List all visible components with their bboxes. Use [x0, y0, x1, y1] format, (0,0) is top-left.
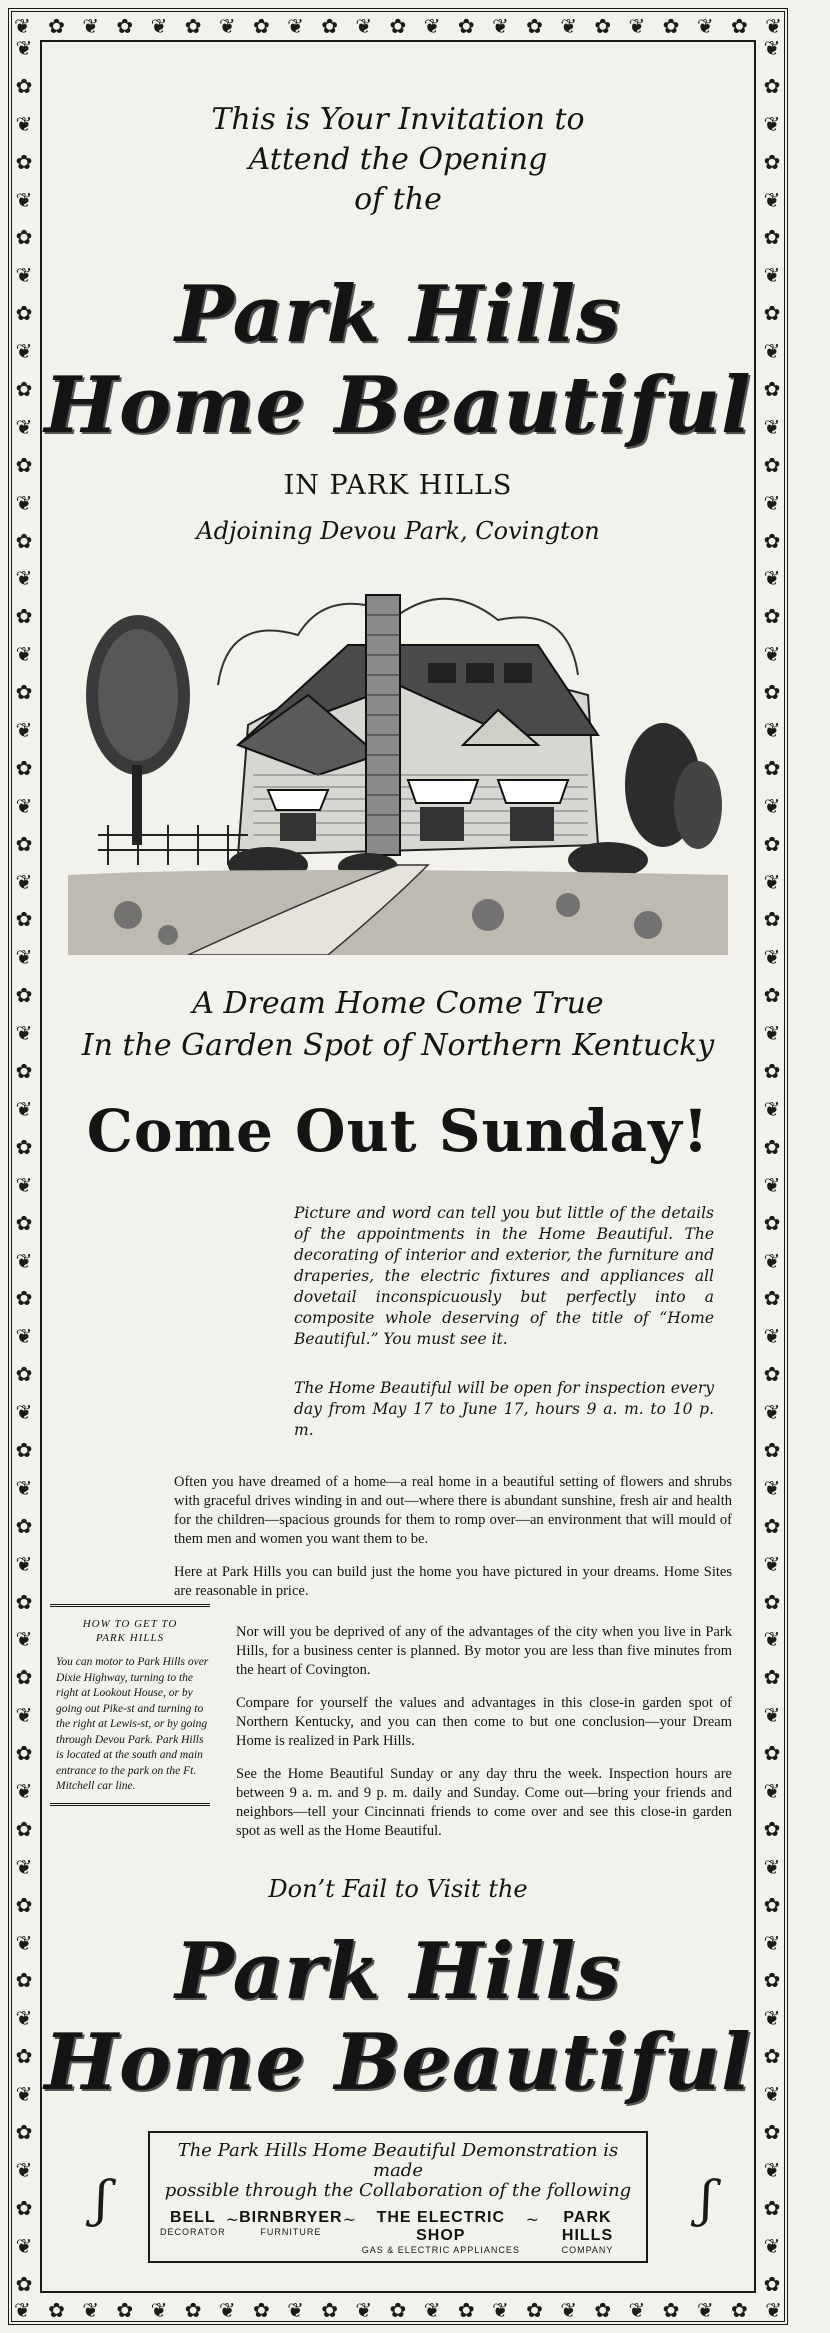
scroll-ornament-icon: ✿ — [763, 149, 781, 174]
scroll-ornament-icon: ✿ — [321, 14, 339, 38]
scroll-ornament-icon: ✿ — [15, 2271, 33, 2296]
scroll-ornament-icon: ❦ — [82, 2298, 100, 2322]
scroll-ornament-icon: ❦ — [491, 14, 509, 38]
sponsor-separator: ~ — [525, 2210, 539, 2229]
scroll-ornament-icon: ❦ — [355, 2298, 373, 2322]
sponsor-subtitle: FURNITURE — [260, 2227, 322, 2237]
scroll-ornament-icon: ✿ — [763, 1892, 781, 1917]
location-heading: IN PARK HILLS — [283, 470, 513, 501]
scroll-ornament-icon: ✿ — [15, 2195, 33, 2220]
sponsor-name: BIRNBRYER — [239, 2209, 343, 2226]
scroll-ornament-icon: ✿ — [594, 14, 612, 38]
body-paragraph: See the Home Beautiful Sunday or any day thru the week. Inspection hours are between 9 a. m. and 9 p. m. daily and Sunday. Come out—bring your friends and neighbors—tell your Cincinnati friends to come over and see this close-in garden spot as well as the Home Beautiful. — [236, 1766, 732, 1839]
bottom-ornament-row — [14, 2298, 782, 2322]
scroll-ornament-icon: ✿ — [15, 1134, 33, 1159]
scroll-ornament-icon: ❦ — [763, 1627, 781, 1652]
invitation-heading — [44, 100, 752, 220]
body-paragraph: Nor will you be deprived of any of the advantages of the city when you live in Park Hills, for a business center is planned. By motor you are less than five minutes from the heart of Covington. — [236, 1624, 732, 1678]
scroll-ornament-icon: ❦ — [150, 14, 168, 38]
adjoining-subheading: Adjoining Devou Park, Covington — [196, 517, 600, 545]
sponsor-subtitle: COMPANY — [561, 2245, 614, 2255]
scroll-ornament-icon: ❦ — [763, 414, 781, 439]
scroll-ornament-icon: ✿ — [15, 1892, 33, 1917]
scroll-ornament-icon: ❦ — [15, 793, 33, 818]
scroll-ornament-icon: ✿ — [763, 1286, 781, 1311]
scroll-ornament-icon: ✿ — [763, 2119, 781, 2144]
scroll-ornament-icon: ✿ — [763, 225, 781, 250]
scroll-ornament-icon: ❦ — [15, 1930, 33, 1955]
scroll-ornament-icon: ✿ — [763, 1437, 781, 1462]
ad-content — [44, 44, 752, 2263]
scroll-ornament-icon: ❦ — [763, 339, 781, 364]
closing-title-line2: Home Beautiful — [44, 2017, 752, 2108]
scroll-ornament-icon: ❦ — [491, 2298, 509, 2322]
scroll-ornament-icon: ❦ — [628, 2298, 646, 2322]
scroll-ornament-icon: ❦ — [14, 2298, 31, 2322]
scroll-ornament-icon: ❦ — [763, 1778, 781, 1803]
scroll-ornament-icon: ❦ — [763, 111, 781, 136]
scroll-ornament-icon: ❦ — [763, 187, 781, 212]
scroll-ornament-icon: ❦ — [763, 566, 781, 591]
scroll-ornament-icon: ✿ — [730, 14, 748, 38]
scroll-ornament-icon: ❦ — [82, 14, 100, 38]
body-paragraph: Compare for yourself the values and advantages in this close-in garden spot of Northern Kentucky, and you can then come to but one conclusion—your Dream Home is realized in Park Hills. — [236, 1695, 732, 1749]
invitation-line: Attend the Opening — [248, 142, 548, 177]
scroll-ornament-icon: ✿ — [526, 14, 543, 38]
directions-heading: PARK HILLS — [95, 1632, 165, 1644]
tagline-line: In the Garden Spot of Northern Kentucky — [81, 1028, 715, 1063]
sponsor-separator: ~ — [342, 2210, 357, 2229]
scroll-ornament-icon: ✿ — [116, 2298, 134, 2322]
scroll-ornament-icon: ❦ — [15, 490, 33, 515]
scroll-ornament-icon: ❦ — [763, 1551, 781, 1576]
scroll-ornament-icon: ❦ — [15, 945, 33, 970]
scroll-ornament-icon: ✿ — [252, 2298, 270, 2322]
sponsor-item — [239, 2209, 343, 2255]
scroll-ornament-icon: ✿ — [15, 604, 33, 629]
flourish-left-icon: ʃ — [95, 2170, 109, 2228]
sponsor-item — [356, 2209, 526, 2255]
tagline-line: A Dream Home Come True — [192, 986, 604, 1021]
scroll-ornament-icon: ❦ — [287, 14, 304, 38]
scroll-ornament-icon: ❦ — [218, 2298, 236, 2322]
sponsor-name: BELL — [169, 2209, 216, 2226]
scroll-ornament-icon: ✿ — [15, 755, 33, 780]
scroll-ornament-icon: ✿ — [763, 1513, 781, 1538]
sponsor-item — [539, 2209, 636, 2255]
scroll-ornament-icon: ✿ — [763, 73, 781, 98]
scroll-ornament-icon: ✿ — [252, 14, 270, 38]
scroll-ornament-icon: ❦ — [15, 1703, 33, 1728]
scroll-ornament-icon: ✿ — [763, 1665, 781, 1690]
scroll-ornament-icon: ❦ — [15, 414, 33, 439]
scroll-ornament-icon: ✿ — [662, 2298, 680, 2322]
scroll-ornament-icon: ❦ — [765, 14, 782, 38]
scroll-ornament-icon: ❦ — [696, 14, 714, 38]
scroll-ornament-icon: ❦ — [218, 14, 236, 38]
scroll-ornament-icon: ✿ — [48, 14, 65, 38]
main-title-line1: Park Hills — [175, 269, 621, 360]
scroll-ornament-icon: ✿ — [15, 680, 33, 705]
scroll-ornament-icon: ❦ — [15, 1778, 33, 1803]
scroll-ornament-icon: ✿ — [763, 755, 781, 780]
sponsor-separator: ~ — [225, 2210, 240, 2229]
scroll-ornament-icon: ✿ — [15, 907, 33, 932]
scroll-ornament-icon: ❦ — [423, 2298, 441, 2322]
directions-heading: HOW TO GET TO — [82, 1618, 178, 1630]
scroll-ornament-icon: ✿ — [457, 14, 475, 38]
fence — [98, 825, 248, 865]
invitation-line: This is Your Invitation to — [211, 102, 585, 137]
scroll-ornament-icon: ✿ — [184, 14, 202, 38]
sponsor-subtitle: GAS & ELECTRIC APPLIANCES — [361, 2245, 520, 2255]
scroll-ornament-icon: ✿ — [457, 2298, 475, 2322]
flourish-right-icon: ʃ — [700, 2170, 714, 2228]
scroll-ornament-icon: ✿ — [763, 907, 781, 932]
scroll-ornament-icon: ❦ — [696, 2298, 714, 2322]
scroll-ornament-icon: ✿ — [763, 528, 781, 553]
sponsor-lead-line: The Park Hills Home Beautiful Demonstration is made — [177, 2140, 619, 2181]
scroll-ornament-icon: ❦ — [15, 1248, 33, 1273]
scroll-ornament-icon: ✿ — [321, 2298, 339, 2322]
scroll-ornament-icon: ❦ — [15, 187, 33, 212]
scroll-ornament-icon: ❦ — [763, 1703, 781, 1728]
scroll-ornament-icon: ✿ — [763, 2044, 781, 2069]
scroll-ornament-icon: ❦ — [15, 36, 33, 60]
scroll-ornament-icon: ✿ — [15, 2119, 33, 2144]
scroll-ornament-icon: ✿ — [389, 2298, 407, 2322]
scroll-ornament-icon: ❦ — [763, 263, 781, 288]
body-paragraph: Often you have dreamed of a home—a real home in a beautiful setting of flowers and shrubs with graceful drives winding in and out—where there is abundant sunshine, fresh air and health for the children—spacious grounds for them to romp over—an environment that will mould of them men and women you want them to be. — [174, 1474, 732, 1547]
scroll-ornament-icon: ❦ — [15, 718, 33, 743]
scroll-ornament-icon: ✿ — [15, 1968, 33, 1993]
scroll-ornament-icon: ✿ — [763, 1589, 781, 1614]
scroll-ornament-icon: ❦ — [763, 1400, 781, 1425]
scroll-ornament-icon: ✿ — [15, 1286, 33, 1311]
scroll-ornament-icon: ❦ — [763, 869, 781, 894]
directions-box — [50, 1604, 210, 1806]
scroll-ornament-icon: ❦ — [763, 1854, 781, 1879]
scroll-ornament-icon: ❦ — [763, 1930, 781, 1955]
scroll-ornament-icon: ✿ — [730, 2298, 748, 2322]
scroll-ornament-icon: ✿ — [15, 301, 33, 326]
sponsor-box — [148, 2131, 648, 2263]
top-ornament-row — [14, 14, 782, 38]
scroll-ornament-icon: ✿ — [763, 452, 781, 477]
scroll-ornament-icon: ✿ — [763, 604, 781, 629]
intro-paragraph: Picture and word can tell you but little of the details of the appointments in the Home Beautiful. The decorating of interior and exterior, the furniture and draperies, the electric fixtures and appliances all dovetail inconspicuously but perfectly into a composite whole deserving of the title of “Home Beautiful.” You must see it. — [294, 1204, 714, 1348]
scroll-ornament-icon: ❦ — [15, 2006, 33, 2031]
scroll-ornament-icon: ❦ — [763, 1248, 781, 1273]
scroll-ornament-icon: ✿ — [15, 983, 33, 1008]
scroll-ornament-icon: ❦ — [763, 1096, 781, 1121]
scroll-ornament-icon: ❦ — [763, 945, 781, 970]
right-ornament-column — [760, 36, 784, 2296]
scroll-ornament-icon: ✿ — [15, 2044, 33, 2069]
scroll-ornament-icon: ✿ — [763, 1362, 781, 1387]
sponsor-list — [160, 2209, 636, 2255]
closing-title-line1: Park Hills — [175, 1926, 621, 2017]
scroll-ornament-icon: ❦ — [15, 263, 33, 288]
scroll-ornament-icon: ✿ — [48, 2298, 65, 2322]
house-illustration — [68, 575, 728, 955]
scroll-ornament-icon: ❦ — [763, 642, 781, 667]
scroll-ornament-icon: ✿ — [15, 1513, 33, 1538]
scroll-ornament-icon: ✿ — [763, 1134, 781, 1159]
scroll-ornament-icon: ❦ — [15, 1854, 33, 1879]
scroll-ornament-icon: ❦ — [763, 2082, 781, 2107]
scroll-ornament-icon: ❦ — [150, 2298, 168, 2322]
dont-fail-heading: Don’t Fail to Visit the — [268, 1875, 528, 1903]
scroll-ornament-icon: ✿ — [15, 225, 33, 250]
scroll-ornament-icon: ✿ — [15, 377, 33, 402]
scroll-ornament-icon: ✿ — [184, 2298, 202, 2322]
scroll-ornament-icon: ❦ — [763, 490, 781, 515]
scroll-ornament-icon: ❦ — [15, 869, 33, 894]
sponsor-item — [160, 2209, 226, 2255]
scroll-ornament-icon: ❦ — [15, 339, 33, 364]
scroll-ornament-icon: ❦ — [14, 14, 31, 38]
scroll-ornament-icon: ✿ — [763, 377, 781, 402]
scroll-ornament-icon: ❦ — [15, 111, 33, 136]
sponsor-name: PARK HILLS — [561, 2209, 614, 2244]
scroll-ornament-icon: ❦ — [15, 1475, 33, 1500]
tree-right — [625, 723, 722, 849]
scroll-ornament-icon: ✿ — [15, 73, 33, 98]
scroll-ornament-icon: ❦ — [15, 2233, 33, 2258]
scroll-ornament-icon: ❦ — [763, 2233, 781, 2258]
scroll-ornament-icon: ❦ — [763, 793, 781, 818]
scroll-ornament-icon: ✿ — [763, 831, 781, 856]
scroll-ornament-icon: ❦ — [763, 2157, 781, 2182]
intro-paragraph: The Home Beautiful will be open for inspection every day from May 17 to June 17, hours 9 a. m. to 10 p. m. — [294, 1379, 714, 1439]
scroll-ornament-icon: ✿ — [763, 1741, 781, 1766]
scroll-ornament-icon: ✿ — [389, 14, 407, 38]
scroll-ornament-icon: ✿ — [594, 2298, 612, 2322]
scroll-ornament-icon: ✿ — [15, 149, 33, 174]
headline: Come Out Sunday! — [86, 1097, 710, 1165]
scroll-ornament-icon: ✿ — [15, 1741, 33, 1766]
scroll-ornament-icon: ✿ — [15, 1059, 33, 1084]
main-title-line2: Home Beautiful — [44, 360, 752, 451]
tagline — [44, 983, 752, 1067]
scroll-ornament-icon: ❦ — [763, 1324, 781, 1349]
scroll-ornament-icon: ✿ — [763, 1968, 781, 1993]
scroll-ornament-icon: ✿ — [15, 528, 33, 553]
scroll-ornament-icon: ❦ — [763, 2006, 781, 2031]
scroll-ornament-icon: ✿ — [763, 2195, 781, 2220]
scroll-ornament-icon: ❦ — [15, 1324, 33, 1349]
sponsor-lead-line: possible through the Collaboration of the following — [164, 2180, 632, 2201]
invitation-line: of the — [354, 182, 442, 217]
scroll-ornament-icon: ❦ — [763, 36, 781, 60]
sponsor-name: THE ELECTRIC SHOP — [376, 2209, 506, 2244]
scroll-ornament-icon: ❦ — [763, 1475, 781, 1500]
scroll-ornament-icon: ✿ — [15, 1665, 33, 1690]
scroll-ornament-icon: ❦ — [355, 14, 373, 38]
scroll-ornament-icon: ❦ — [15, 2082, 33, 2107]
body-paragraph: Here at Park Hills you can build just the home you have pictured in your dreams. Home Sites are reasonable in price. — [174, 1564, 732, 1599]
sponsor-subtitle: DECORATOR — [160, 2227, 226, 2237]
scroll-ornament-icon: ✿ — [662, 14, 680, 38]
directions-text: You can motor to Park Hills over Dixie Highway, turning to the right at Lookout House, or by going out Pike-st and turning to the right at Lewis-st, or by going through Devou Park. Park Hills is located at the south and main entrance to the park on the Ft. Mitchell car line. — [56, 1656, 209, 1792]
scroll-ornament-icon: ✿ — [15, 1437, 33, 1462]
scroll-ornament-icon: ✿ — [763, 1059, 781, 1084]
scroll-ornament-icon: ❦ — [15, 1627, 33, 1652]
scroll-ornament-icon: ❦ — [765, 2298, 782, 2322]
scroll-ornament-icon: ❦ — [15, 566, 33, 591]
scroll-ornament-icon: ❦ — [423, 14, 441, 38]
scroll-ornament-icon: ✿ — [763, 301, 781, 326]
tree-left — [86, 615, 190, 845]
scroll-ornament-icon: ❦ — [15, 1400, 33, 1425]
scroll-ornament-icon: ✿ — [763, 1816, 781, 1841]
left-ornament-column — [12, 36, 36, 2296]
scroll-ornament-icon: ✿ — [15, 1589, 33, 1614]
scroll-ornament-icon: ✿ — [15, 1210, 33, 1235]
scroll-ornament-icon: ✿ — [15, 452, 33, 477]
scroll-ornament-icon: ✿ — [15, 1816, 33, 1841]
scroll-ornament-icon: ❦ — [15, 1551, 33, 1576]
scroll-ornament-icon: ❦ — [763, 1172, 781, 1197]
scroll-ornament-icon: ❦ — [15, 1096, 33, 1121]
scroll-ornament-icon: ✿ — [15, 831, 33, 856]
scroll-ornament-icon: ❦ — [628, 14, 646, 38]
scroll-ornament-icon: ❦ — [560, 14, 578, 38]
scroll-ornament-icon: ✿ — [763, 983, 781, 1008]
scroll-ornament-icon: ❦ — [287, 2298, 304, 2322]
scroll-ornament-icon: ✿ — [15, 1362, 33, 1387]
scroll-ornament-icon: ✿ — [526, 2298, 543, 2322]
scroll-ornament-icon: ✿ — [763, 2271, 781, 2296]
scroll-ornament-icon: ✿ — [116, 14, 134, 38]
scroll-ornament-icon: ❦ — [15, 1021, 33, 1046]
scroll-ornament-icon: ✿ — [763, 680, 781, 705]
house-illustration — [68, 575, 728, 955]
scroll-ornament-icon: ❦ — [15, 642, 33, 667]
scroll-ornament-icon: ❦ — [560, 2298, 578, 2322]
scroll-ornament-icon: ❦ — [763, 1021, 781, 1046]
scroll-ornament-icon: ❦ — [15, 2157, 33, 2182]
scroll-ornament-icon: ✿ — [763, 1210, 781, 1235]
scroll-ornament-icon: ❦ — [15, 1172, 33, 1197]
scroll-ornament-icon: ❦ — [763, 718, 781, 743]
